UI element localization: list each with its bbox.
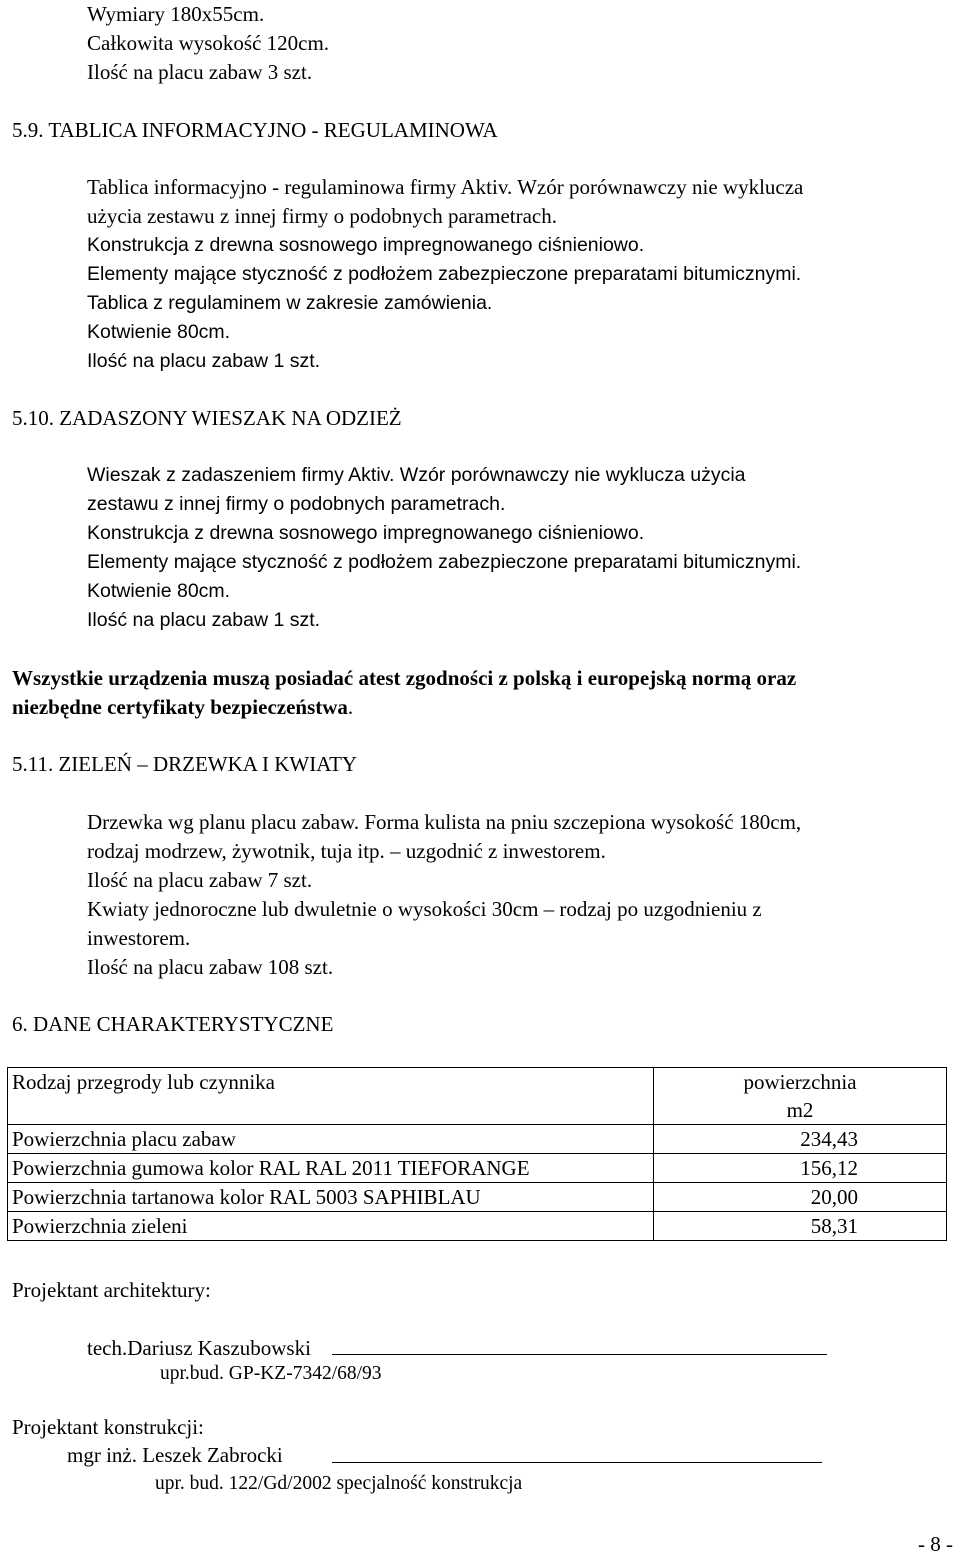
section-5-9-line: Tablica z regulaminem w zakresie zamówienia. (87, 292, 493, 314)
certification-notice-period: . (347, 695, 354, 719)
characteristics-table (7, 1067, 947, 1241)
spec-total-height: Całkowita wysokość 120cm. (87, 31, 330, 55)
architect-license: upr.bud. GP-KZ-7342/68/93 (160, 1363, 382, 1384)
section-heading-5-11: 5.11. ZIELEŃ – DRZEWKA I KWIATY (12, 752, 358, 776)
table-cell-label: Powierzchnia gumowa kolor RAL RAL 2011 TIEFORANGE (8, 1154, 654, 1183)
section-5-10-line: zestawu z innej firmy o podobnych parametrach. (87, 493, 506, 515)
section-5-10-line: Wieszak z zadaszeniem firmy Aktiv. Wzór porównawczy nie wyklucza użycia (87, 464, 746, 486)
certification-notice-text: niezbędne certyfikaty bezpieczeństwa (12, 695, 348, 719)
spec-dimensions: Wymiary 180x55cm. (87, 2, 265, 26)
structural-label: Projektant konstrukcji: (12, 1415, 204, 1439)
section-5-9-line: Konstrukcja z drewna sosnowego impregnowanego ciśnieniowo. (87, 234, 645, 256)
table-row (8, 1183, 947, 1212)
table-cell-label: Powierzchnia placu zabaw (8, 1125, 654, 1154)
section-5-10-line: Kotwienie 80cm. (87, 580, 231, 602)
spec-quantity: Ilość na placu zabaw 3 szt. (87, 60, 313, 84)
architect-label: Projektant architektury: (12, 1278, 211, 1302)
table-cell-value: 234,43 (654, 1125, 947, 1154)
section-heading-6: 6. DANE CHARAKTERYSTYCZNE (12, 1012, 334, 1036)
page-number: - 8 - (918, 1532, 953, 1556)
table-header-area (654, 1068, 947, 1125)
section-5-10-line: Ilość na placu zabaw 1 szt. (87, 609, 321, 631)
section-5-11-line: Kwiaty jednoroczne lub dwuletnie o wysokości 30cm – rodzaj po uzgodnieniu z (87, 897, 762, 921)
table-header-area-line1: powierzchnia (743, 1070, 857, 1094)
architect-name: tech.Dariusz Kaszubowski (87, 1336, 311, 1360)
section-5-9-line: użycia zestawu z innej firmy o podobnych parametrach. (87, 204, 557, 228)
certification-notice-line2 (12, 693, 353, 722)
structural-license: upr. bud. 122/Gd/2002 specjalność konstrukcja (155, 1473, 523, 1494)
table-header-row (8, 1068, 947, 1125)
section-5-10-line: Konstrukcja z drewna sosnowego impregnowanego ciśnieniowo. (87, 522, 645, 544)
structural-signature-line (332, 1462, 822, 1463)
section-5-11-line: Ilość na placu zabaw 108 szt. (87, 955, 334, 979)
architect-signature-line (332, 1354, 827, 1355)
section-5-9-line: Ilość na placu zabaw 1 szt. (87, 350, 321, 372)
section-5-9-line: Elementy mające styczność z podłożem zabezpieczone preparatami bitumicznymi. (87, 263, 802, 285)
section-5-9-line: Tablica informacyjno - regulaminowa firmy Aktiv. Wzór porównawczy nie wyklucza (87, 175, 804, 199)
table-cell-value: 156,12 (654, 1154, 947, 1183)
section-heading-5-10: 5.10. ZADASZONY WIESZAK NA ODZIEŻ (12, 406, 402, 430)
section-5-10-line: Elementy mające styczność z podłożem zabezpieczone preparatami bitumicznymi. (87, 551, 802, 573)
section-5-9-line: Kotwienie 80cm. (87, 321, 231, 343)
table-cell-value: 20,00 (654, 1183, 947, 1212)
table-row (8, 1154, 947, 1183)
table-row (8, 1212, 947, 1241)
certification-notice: Wszystkie urządzenia muszą posiadać atest zgodności z polską i europejską normą oraz (12, 666, 797, 690)
table-cell-label: Powierzchnia zieleni (8, 1212, 654, 1241)
structural-name: mgr inż. Leszek Zabrocki (67, 1443, 283, 1467)
table-header-area-unit: m2 (786, 1098, 814, 1122)
table-header-label: Rodzaj przegrody lub czynnika (8, 1068, 654, 1125)
section-5-11-line: inwestorem. (87, 926, 191, 950)
section-5-11-line: rodzaj modrzew, żywotnik, tuja itp. – uzgodnić z inwestorem. (87, 839, 606, 863)
table-row (8, 1125, 947, 1154)
section-5-11-line: Drzewka wg planu placu zabaw. Forma kulista na pniu szczepiona wysokość 180cm, (87, 810, 802, 834)
table-cell-value: 58,31 (654, 1212, 947, 1241)
table-cell-label: Powierzchnia tartanowa kolor RAL 5003 SAPHIBLAU (8, 1183, 654, 1212)
section-5-11-line: Ilość na placu zabaw 7 szt. (87, 868, 313, 892)
section-heading-5-9: 5.9. TABLICA INFORMACYJNO - REGULAMINOWA (12, 118, 498, 142)
